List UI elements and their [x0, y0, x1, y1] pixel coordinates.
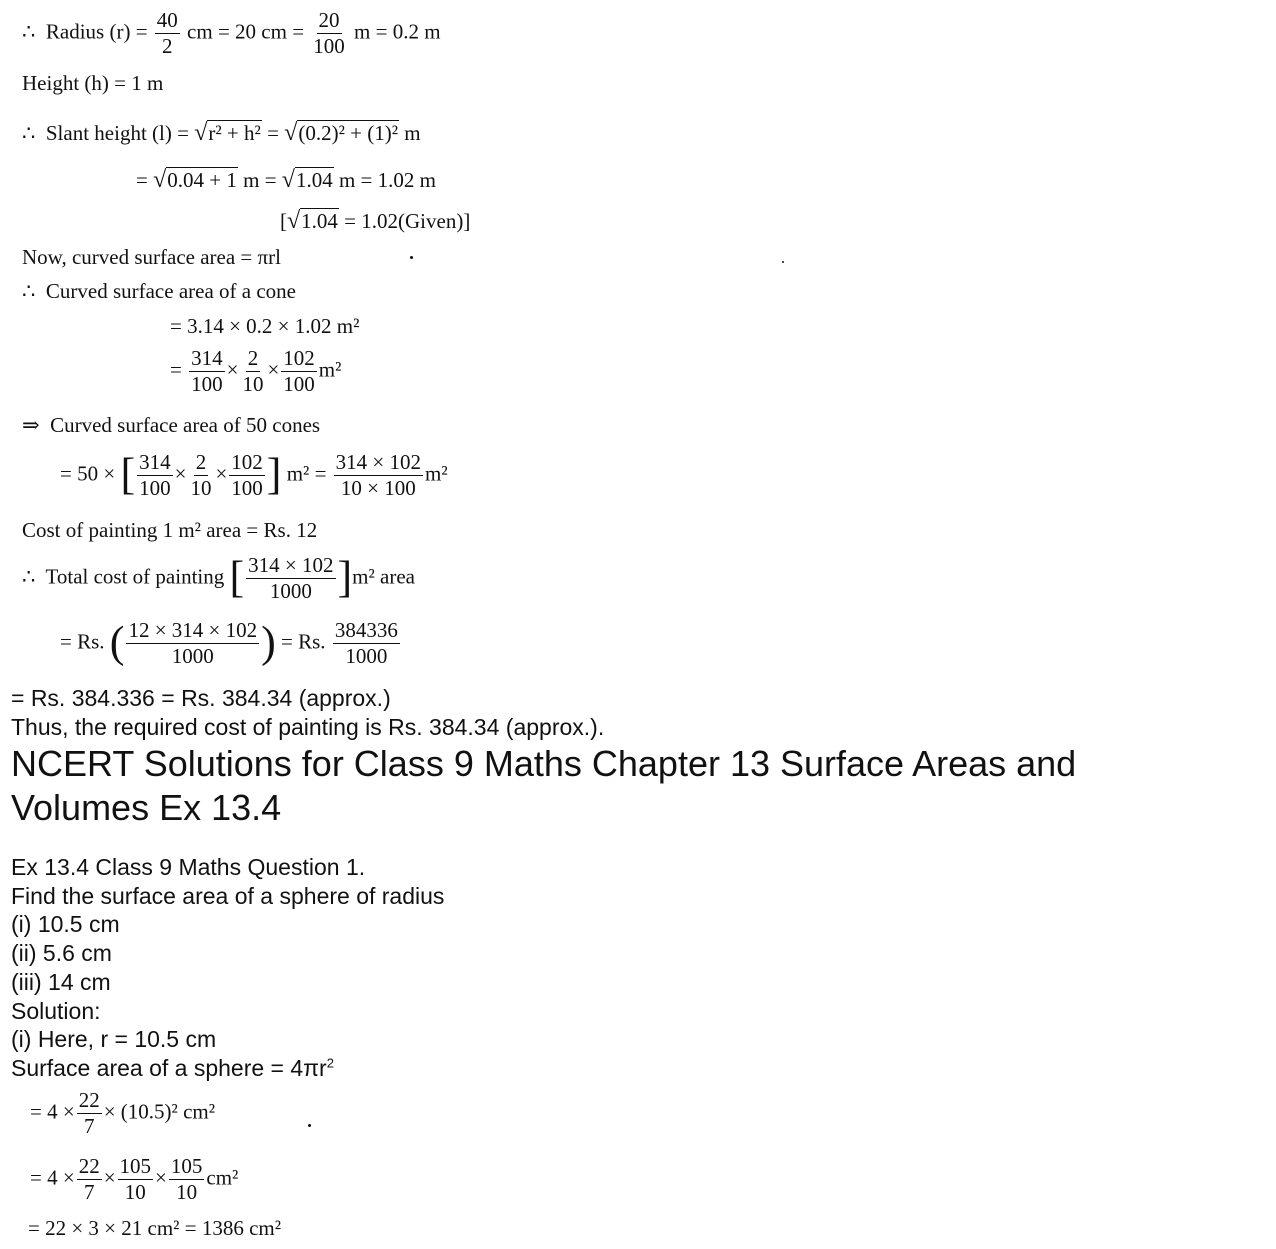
- solution-given: (i) Here, r = 10.5 cm: [11, 1026, 217, 1052]
- cost-per-area: Cost of painting 1 m² area = Rs. 12: [22, 518, 318, 542]
- page-heading-line-2: Volumes Ex 13.4: [11, 787, 282, 828]
- question-part-iii: (iii) 14 cm: [11, 969, 111, 995]
- total-cost-value: = Rs. ( $\frac{12 \times 314 \times 102}{1000}$ ) = Rs. $\frac{384336}{1000}$: [60, 617, 398, 668]
- csa-cone-line: ∴ Curved surface area of a cone: [22, 279, 296, 303]
- fraction: $\frac{40}{2}$: [156, 8, 178, 58]
- question-part-ii: (ii) 5.6 cm: [11, 940, 112, 966]
- slant-height-line-2: = √0.04 + 1 m = √1.04 m = 1.02 m: [136, 167, 436, 193]
- csa-50-cones: ⇒ Curved surface area of 50 cones: [22, 413, 321, 437]
- fraction: $\frac{20}{100}$: [313, 8, 345, 58]
- csa-50-value: = 50 × [ $\frac{314}{100}$ × $\frac{2}{10}$ × $\frac{102}{100}$ ] m² = $\frac{314 \times 102}{10 \times 100}$ m²: [60, 449, 448, 500]
- question-text: Find the surface area of a sphere of radius: [11, 883, 445, 909]
- sphere-step-1: = 4 × $\frac{22}{7}$ × (10.5)² cm²: [30, 1088, 216, 1138]
- height-line: Height (h) = 1 m: [22, 71, 164, 95]
- scan-speck: [782, 261, 784, 263]
- given-note: [√1.04 = 1.02(Given)]: [280, 208, 471, 234]
- therefore-symbol: ∴: [22, 19, 36, 44]
- solution-label: Solution:: [11, 998, 101, 1024]
- total-cost-line: ∴ Total cost of painting [ $\frac{314 \times 102}{1000}$ ]m² area: [22, 552, 416, 603]
- sphere-result: = 22 × 3 × 21 cm² = 1386 cm²: [28, 1216, 282, 1240]
- scan-speck: [410, 256, 413, 259]
- csa-fraction-line: = $\frac{314}{100}$ × $\frac{2}{10}$ × $\frac{102}{100}$ m²: [170, 346, 342, 396]
- scan-speck: [308, 1124, 311, 1127]
- csa-value: = 3.14 × 0.2 × 1.02 m²: [170, 314, 360, 338]
- sphere-step-2: = 4 × $\frac{22}{7}$ × $\frac{105}{10}$ × $\frac{105}{10}$ cm²: [30, 1154, 239, 1204]
- page-heading-line-1: NCERT Solutions for Class 9 Maths Chapter 13 Surface Areas and: [11, 743, 1077, 784]
- csa-formula: Now, curved surface area = πrl: [22, 245, 281, 269]
- approx-result: = Rs. 384.336 = Rs. 384.34 (approx.): [11, 685, 391, 711]
- surface-area-formula: Surface area of a sphere = $4\pi r^2$: [11, 1055, 334, 1081]
- slant-height-line: ∴ Slant height (l) = √r² + h² = √(0.2)² + (1)² m: [22, 120, 421, 146]
- conclusion: Thus, the required cost of painting is Rs. 384.34 (approx.).: [11, 714, 605, 740]
- question-title: Ex 13.4 Class 9 Maths Question 1.: [11, 854, 366, 880]
- radius-line: ∴ Radius (r) = $\frac{40}{2}$ cm = 20 cm = $\frac{20}{100}$ m = 0.2 m: [22, 8, 441, 58]
- question-part-i: (i) 10.5 cm: [11, 911, 120, 937]
